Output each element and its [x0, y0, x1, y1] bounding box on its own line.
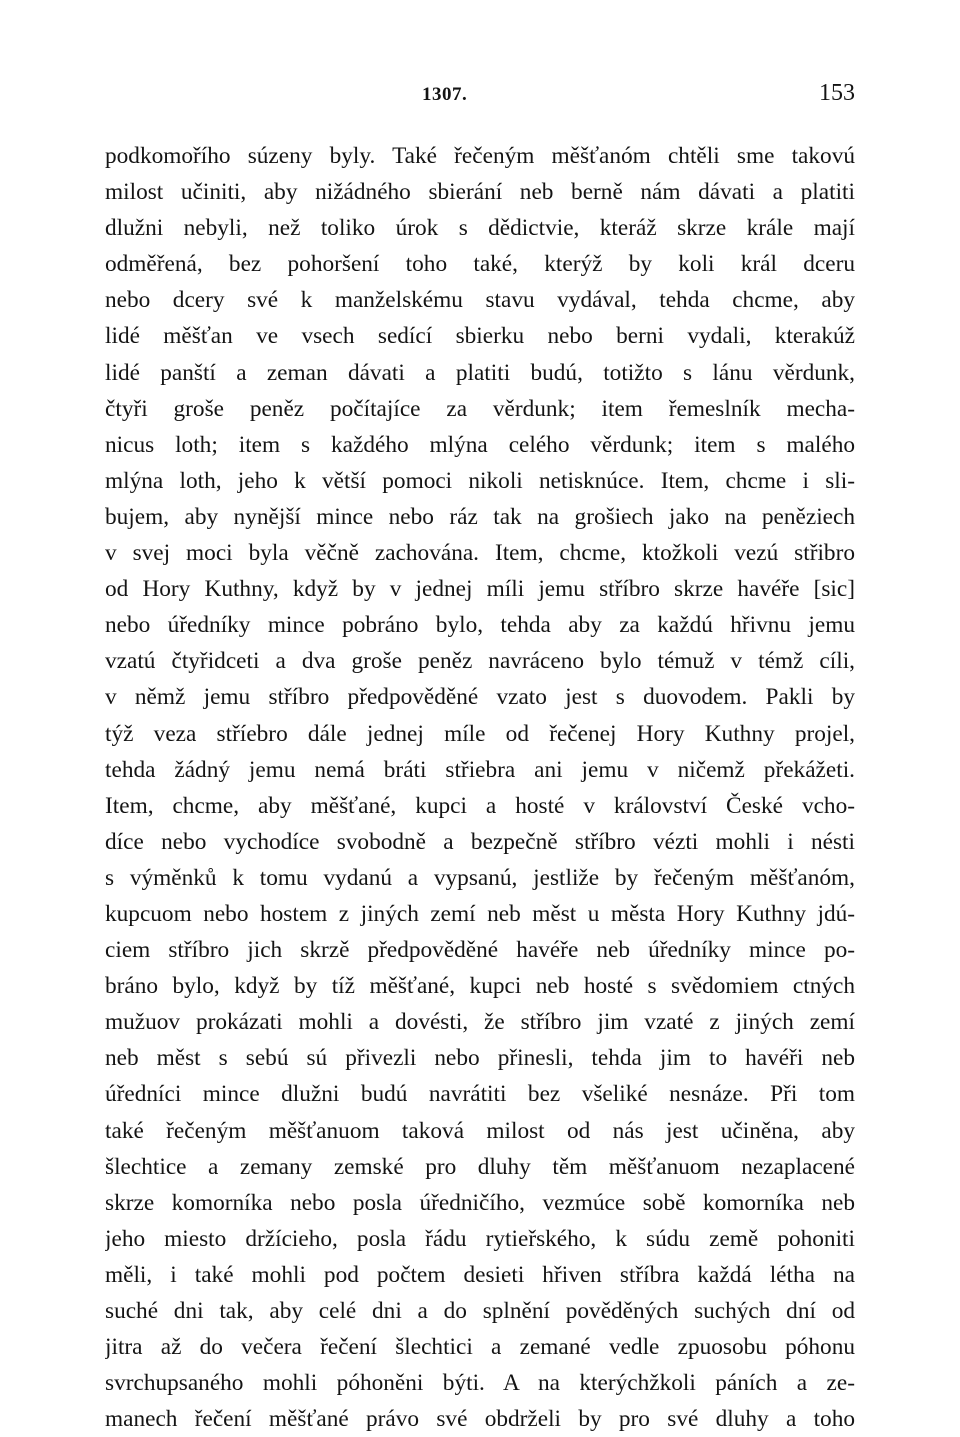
text-line: díce nebo vychodíce svobodně a bezpečně stříbro vézti mohli i nésti: [105, 828, 855, 855]
body-text: [105, 138, 855, 1437]
text-line: tehda žádný jemu nemá bráti střiebra ani jemu v ničemž překážeti.: [105, 756, 855, 783]
text-line: nicus loth; item s každého mlýna celého věrdunk; item s malého: [105, 431, 855, 458]
text-line: skrze komorníka nebo posla úředničího, vezmúce sobě komorníka neb: [105, 1189, 855, 1216]
text-line: šlechtice a zemany zemské pro dluhy těm měšťanuom nezaplacené: [105, 1153, 855, 1180]
text-line: dlužni nebyli, než toliko úrok s dědictvie, kteráž skrze krále mají: [105, 215, 855, 242]
text-line: vzatú čtyřidceti a dva groše peněz navráceno bylo témuž v témž cíli,: [105, 648, 855, 675]
text-line: v svej moci byla věčně zachována. Item, chcme, ktožkoli vezú střibro: [105, 540, 855, 567]
text-line: manech řečení měšťané právo své obdrželi by pro své dluhy a toho: [105, 1406, 855, 1433]
text-line: mlýna loth, jeho k větší pomoci nikoli netisknúce. Item, chcme i sli-: [105, 467, 855, 494]
page-number: 153: [819, 80, 855, 106]
text-line: v němž jemu stříbro předpověděné vzato jest s duovodem. Pakli by: [105, 684, 855, 711]
text-line: měli, i také mohli pod počtem desieti hřiven stříbra každá létha na: [105, 1261, 855, 1288]
text-line: nebo dcery své k manželskému stavu vydával, tehda chcme, aby: [105, 287, 855, 314]
text-line: od Hory Kuthny, když by v jednej míli jemu stříbro skrze havéře [sic]: [105, 576, 855, 603]
text-line: nebo úředníky mince pobráno bylo, tehda aby za každú hřivnu jemu: [105, 612, 855, 639]
text-line: suché dni tak, aby celé dni a do splnění pověděných suchých dní od: [105, 1298, 855, 1324]
text-line: jitra až do večera řečení šlechtici a zemané vedle zpuosobu póhonu: [105, 1334, 855, 1361]
text-line: lidé měšťan ve vsech sedící sbierku nebo berni vydali, kterakúž: [105, 323, 855, 350]
text-line: Item, chcme, aby měšťané, kupci a hosté v království České vcho-: [105, 792, 855, 819]
text-line: čtyři groše peněz počítajíce za věrdunk; item řemeslník mecha-: [105, 395, 855, 422]
text-line: jeho miesto držícieho, posla řádu rytieřského, k súdu země pohoniti: [105, 1225, 855, 1252]
text-line: odměřená, bez pohoršení toho také, kterýž by koli král dceru: [105, 251, 855, 278]
text-line: bujem, aby nynější mince nebo ráz tak na grošiech jako na peněziech: [105, 503, 855, 530]
text-line: také řečeným měšťanuom taková milost od nás jest učiněna, aby: [105, 1117, 855, 1144]
text-line: týž veza stříebro dále jednej míle od řečenej Hory Kuthny projel,: [105, 720, 855, 747]
text-line: podkomořího súzeny byly. Také řečeným měšťanóm chtěli sme takovú: [105, 143, 855, 169]
text-line: milost učiniti, aby nižádného sbierání neb berně nám dávati a platiti: [105, 179, 855, 206]
text-line: svrchupsaného mohli póhoněni býti. A na kterýchžkoli páních a ze-: [105, 1370, 855, 1397]
text-line: kupcuom nebo hostem z jiných zemí neb měst u města Hory Kuthny jdú-: [105, 900, 855, 927]
text-line: bráno bylo, když by tíž měšťané, kupci neb hosté s svědomiem ctných: [105, 973, 855, 1000]
text-line: s výměnků k tomu vydanú a vypsanú, jestliže by řečeným měšťanóm,: [105, 864, 855, 891]
text-line: neb měst s sebú sú přivezli nebo přinesli, tehda jim to havéři neb: [105, 1045, 855, 1072]
header-year: 1307.: [422, 84, 468, 105]
text-line: úředníci mince dlužni budú navrátiti bez všeliké nesnáze. Při tom: [105, 1081, 855, 1108]
text-line: mužuov prokázati mohli a dovésti, že stříbro jim vzaté z jiných zemí: [105, 1009, 855, 1036]
text-line: ciem stříbro jich skrzě předpověděné havéře neb úředníky mince po-: [105, 937, 855, 964]
running-header: [105, 80, 855, 114]
text-line: lidé panští a zeman dávati a platiti budú, totižto s lánu věrdunk,: [105, 359, 855, 386]
